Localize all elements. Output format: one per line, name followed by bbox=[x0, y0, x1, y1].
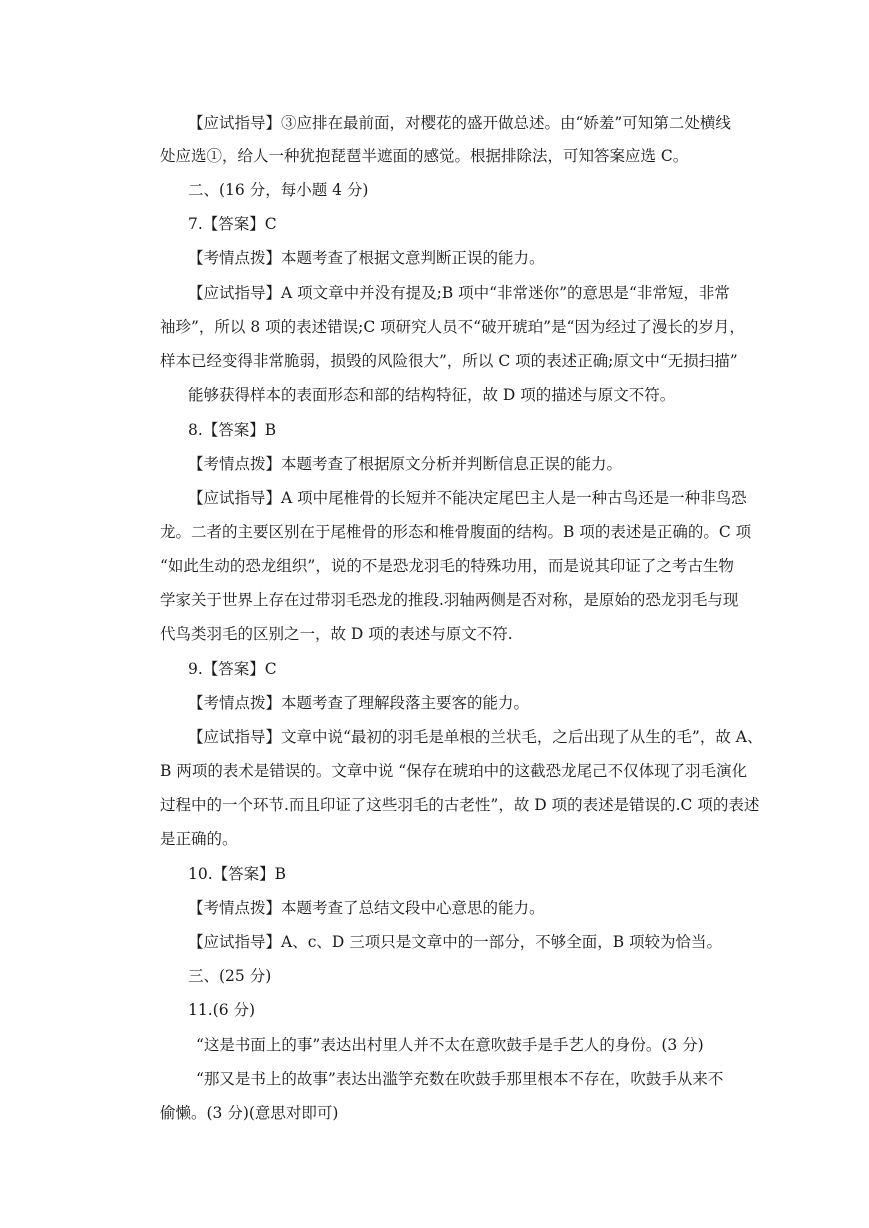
text-line: 【应试指导】文章中说“最初的羽毛是单根的兰状毛，之后出现了从生的毛”，故 A、 bbox=[188, 728, 763, 746]
text-line: 袖珍”，所以 8 项的表述错误;C 项研究人员不“破开琥珀”是“因为经过了漫长的岁月， bbox=[160, 318, 745, 336]
text-line: 能够获得样本的表面形态和部的结构特征，故 D 项的描述与原文不符。 bbox=[188, 386, 676, 404]
text-line: 【考情点拨】本题考查了总结文段中心意思的能力。 bbox=[188, 899, 545, 917]
answer-line: 8.【答案】B bbox=[188, 421, 277, 439]
text-line: 龙。二者的主要区别在于尾椎骨的形态和椎骨腹面的结构。B 项的表述是正确的。C 项 bbox=[160, 523, 752, 541]
text-line: 【应试指导】A、c、D 三项只是文章中的一部分，不够全面，B 项较为恰当。 bbox=[188, 933, 723, 951]
text-line: B 两项的表术是错误的。文章中说 “保存在琥珀中的这截恐龙尾己不仅体现了羽毛演化 bbox=[160, 762, 748, 780]
answer-line: 10.【答案】B bbox=[188, 865, 287, 883]
text-line: “那又是书上的故事”表达出滥竽充数在吹鼓手那里根本不存在，吹鼓手从来不 bbox=[196, 1070, 724, 1088]
text-line: 样本已经变得非常脆弱，损毁的风险很大”，所以 C 项的表述正确;原文中“无损扫描” bbox=[160, 352, 738, 370]
text-line: 【考情点拨】本题考查了根据原文分析并判断信息正误的能力。 bbox=[188, 455, 623, 473]
section-heading: 二、(16 分，每小题 4 分) bbox=[188, 181, 369, 199]
section-heading: 三、(25 分) bbox=[188, 967, 272, 985]
text-line: 是正确的。 bbox=[160, 830, 238, 848]
text-line: 【应试指导】A 项中尾椎骨的长短并不能决定尾巴主人是一种古鸟还是一种非鸟恐 bbox=[188, 489, 747, 507]
text-line: 代鸟类羽毛的区别之一，故 D 项的表述与原文不符. bbox=[160, 625, 513, 643]
text-line: 【应试指导】A 项文章中并没有提及;B 项中“非常迷你”的意思是“非常短，非常 bbox=[188, 284, 730, 302]
question-number: 11.(6 分) bbox=[188, 1001, 256, 1019]
text-line: 偷懒。(3 分)(意思对即可) bbox=[160, 1104, 339, 1122]
text-line: 过程中的一个环节.而且印证了这些羽毛的古老性”，故 D 项的表述是错误的.C 项的表述 bbox=[160, 796, 760, 814]
text-line: “这是书面上的事”表达出村里人并不太在意吹鼓手是手艺人的身份。(3 分) bbox=[196, 1036, 704, 1054]
text-line: 学家关于世界上存在过带羽毛恐龙的推段.羽轴两侧是否对称，是原始的恐龙羽毛与现 bbox=[160, 591, 739, 609]
text-line: “如此生动的恐龙组织”，说的不是恐龙羽毛的特殊功用，而是说其印证了之考古生物 bbox=[160, 557, 734, 575]
text-line: 处应选①，给人一种犹抱琵琶半遮面的感觉。根据排除法，可知答案应选 C。 bbox=[160, 147, 689, 165]
answer-line: 9.【答案】C bbox=[188, 660, 277, 678]
text-line: 【考情点拨】本题考查了根据文意判断正误的能力。 bbox=[188, 249, 545, 267]
answer-line: 7.【答案】C bbox=[188, 215, 277, 233]
text-line: 【考情点拨】本题考查了理解段落主要客的能力。 bbox=[188, 694, 530, 712]
text-line: 【应试指导】③应排在最前面，对樱花的盛开做总述。由“娇羞”可知第二处横线 bbox=[188, 114, 731, 132]
